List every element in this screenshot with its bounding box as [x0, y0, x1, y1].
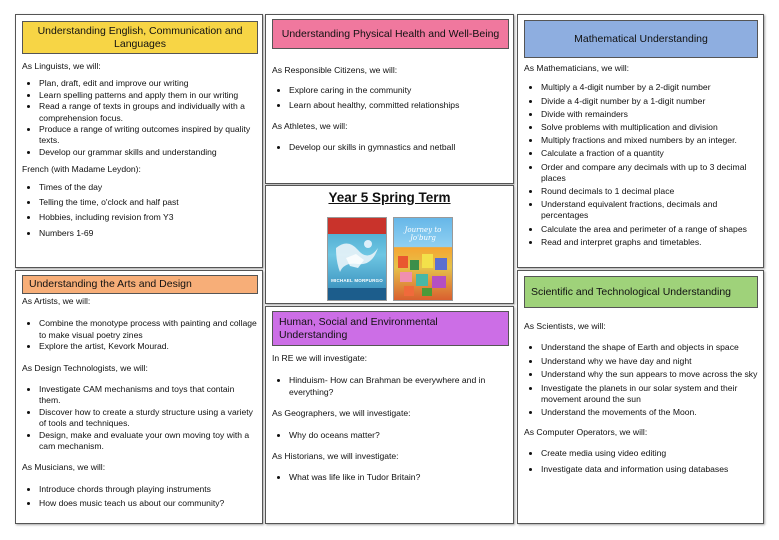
artists-intro: As Artists, we will:	[22, 296, 91, 306]
list-item: • Telling the time, o'clock and half past	[39, 197, 258, 208]
list-item: • Divide with remainders	[541, 109, 759, 120]
french-intro: French (with Madame Leydon):	[22, 164, 141, 175]
health-header: Understanding Physical Health and Well-Being	[272, 19, 509, 49]
list-item: • Understand the movements of the Moon.	[541, 407, 759, 418]
center-panel	[265, 185, 514, 304]
list-item: • Learn spelling patterns and apply them in our writing	[39, 90, 258, 101]
citizens-intro: As Responsible Citizens, we will:	[272, 65, 398, 75]
re-intro: In RE we will investigate:	[272, 353, 368, 363]
list-item: • Read a range of texts in groups and individually with a comprehension focus.	[39, 101, 258, 124]
list-item: • Combine the monotype process with painting and collage to make visual poetry zines	[39, 318, 258, 341]
list-item: • Calculate a fraction of a quantity	[541, 148, 759, 159]
page-title: Year 5 Spring Term	[328, 190, 451, 205]
list-item: • Order and compare any decimals with up to 3 decimal places	[541, 162, 759, 184]
list-item: • Multiply fractions and mixed numbers by an integer.	[541, 135, 759, 146]
list-item: • Hinduism- How can Brahman be everywhere and in everything?	[289, 375, 509, 398]
design-intro: As Design Technologists, we will:	[22, 362, 148, 373]
list-item: • Learn about healthy, committed relationships	[289, 100, 509, 111]
health-panel	[265, 14, 514, 184]
list-item: • Discover how to create a sturdy structure using a variety of tools and techniques.	[39, 407, 258, 430]
book-author: MICHAEL MORPURGO	[331, 278, 383, 283]
geo-intro: As Geographers, we will investigate:	[272, 408, 411, 419]
science-panel	[517, 270, 764, 524]
list-item: • Produce a range of writing outcomes inspired by quality texts.	[39, 124, 258, 147]
list-item: • Understand why the sun appears to move across the sky	[541, 369, 759, 380]
list-item: • Round decimals to 1 decimal place	[541, 186, 759, 197]
book-cover-image	[327, 217, 387, 301]
list-item: • Develop our grammar skills and understanding	[39, 147, 258, 158]
list-item: • Understand the shape of Earth and objects in space	[541, 342, 759, 353]
english-intro: As Linguists, we will:	[22, 61, 101, 71]
list-item: • Plan, draft, edit and improve our writing	[39, 78, 258, 89]
list-item: • Understand equivalent fractions, decimals and percentages	[541, 199, 759, 221]
arts-panel	[15, 270, 263, 524]
athletes-intro: As Athletes, we will:	[272, 121, 348, 132]
list-item: • Design, make and evaluate your own moving toy with a cam mechanism.	[39, 430, 258, 453]
list-item: • Numbers 1-69	[39, 228, 258, 239]
list-item: • How does music teach us about our community?	[39, 498, 258, 509]
list-item: • Times of the day	[39, 182, 258, 193]
dragon-illustration	[328, 218, 386, 300]
book-cover-image	[393, 217, 453, 301]
list-item: • Investigate the planets in our solar system and their movement around the sun	[541, 383, 759, 406]
scientists-intro: As Scientists, we will:	[524, 321, 606, 331]
list-item: • Develop our skills in gymnastics and netball	[289, 142, 509, 153]
list-item: • Create media using video editing	[541, 448, 759, 459]
list-item: • Why do oceans matter?	[289, 430, 509, 441]
list-item: • Multiply a 4-digit number by a 2-digit number	[541, 82, 759, 93]
list-item: • Solve problems with multiplication and division	[541, 122, 759, 133]
arts-header: Understanding the Arts and Design	[22, 275, 258, 294]
maths-header: Mathematical Understanding	[524, 20, 758, 58]
maths-panel	[517, 14, 764, 268]
list-item: • What was life like in Tudor Britain?	[289, 472, 509, 483]
book-title: Journey to Jo'burg	[404, 226, 442, 242]
english-panel	[15, 14, 263, 268]
music-intro: As Musicians, we will:	[22, 462, 106, 473]
list-item: • Investigate CAM mechanisms and toys that contain them.	[39, 384, 258, 407]
list-item: • Explore caring in the community	[289, 85, 509, 96]
computing-intro: As Computer Operators, we will:	[524, 426, 648, 437]
list-item: • Investigate data and information using databases	[541, 464, 759, 475]
list-item: • Explore the artist, Kevork Mourad.	[39, 341, 258, 352]
list-item: • Calculate the area and perimeter of a range of shapes	[541, 224, 759, 235]
maths-intro: As Mathematicians, we will:	[524, 63, 630, 73]
list-item: • Hobbies, including revision from Y3	[39, 212, 258, 223]
list-item: • Introduce chords through playing instruments	[39, 484, 258, 495]
list-item: • Divide a 4-digit number by a 1-digit number	[541, 96, 759, 107]
humanities-panel	[265, 306, 514, 524]
science-header: Scientific and Technological Understanding	[524, 276, 758, 308]
list-item: • Understand why we have day and night	[541, 356, 759, 367]
humanities-header: Human, Social and Environmental Understanding	[272, 311, 509, 346]
hist-intro: As Historians, we will investigate:	[272, 451, 399, 462]
english-header: Understanding English, Communication and Languages	[22, 21, 258, 54]
list-item: • Read and interpret graphs and timetables.	[541, 237, 759, 248]
